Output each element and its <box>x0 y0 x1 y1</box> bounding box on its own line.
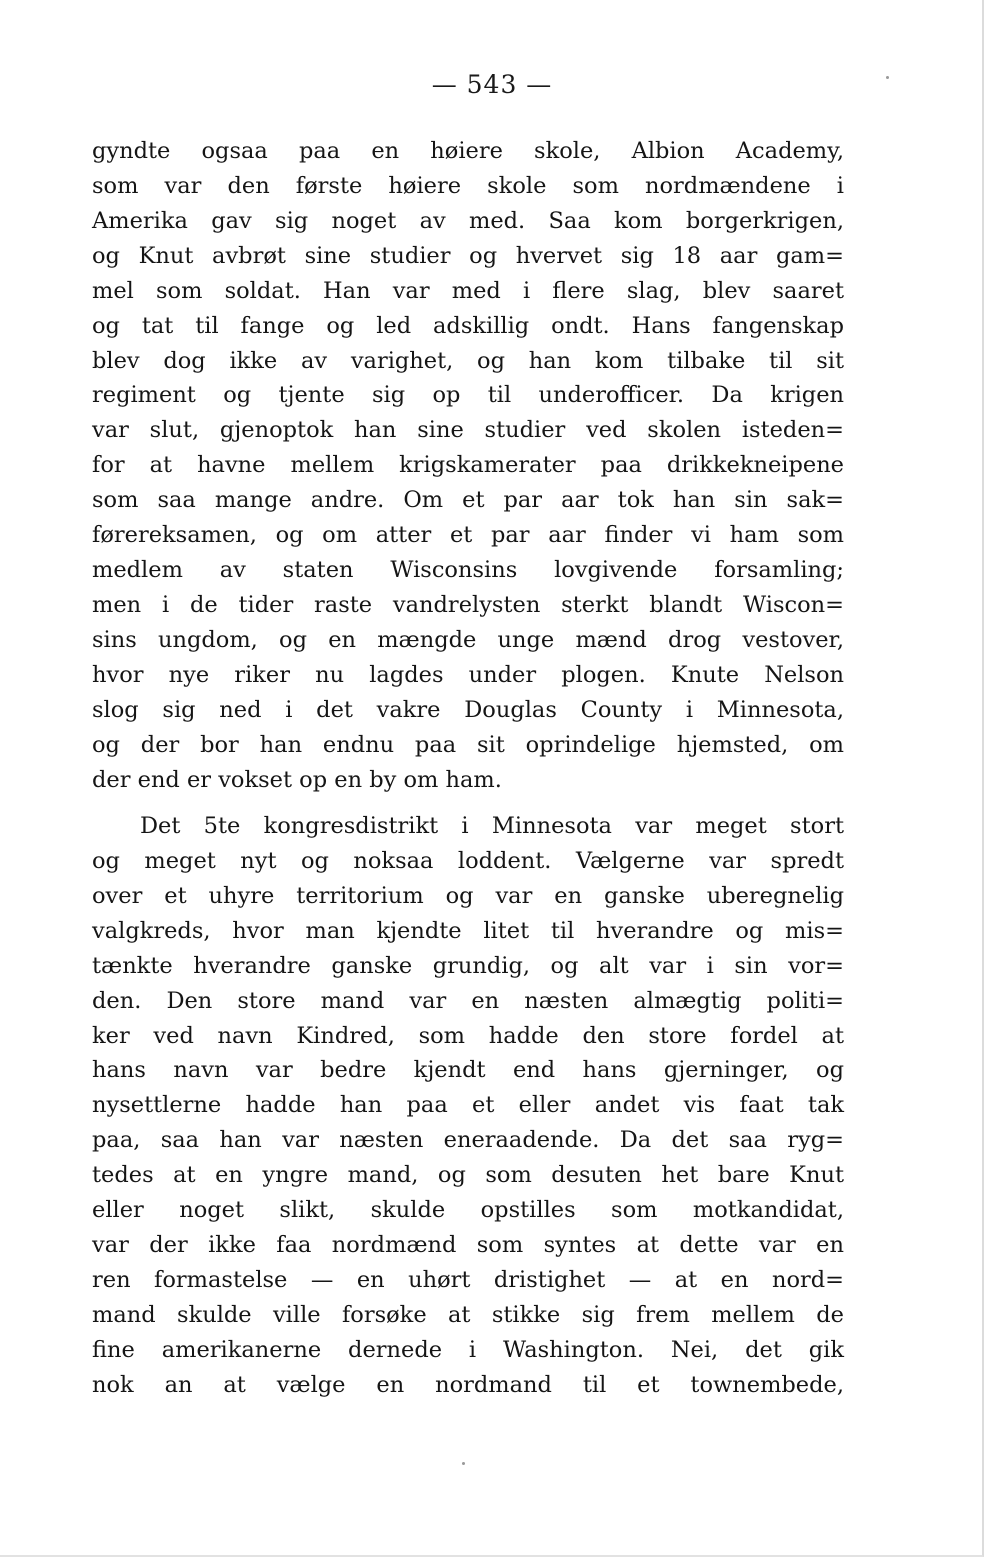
text-line: medlem av staten Wisconsins lovgivende forsamling; <box>92 557 844 584</box>
text-line: nysettlerne hadde han paa et eller andet vis faat tak <box>92 1092 844 1119</box>
text-line: valgkreds, hvor man kjendte litet til hverandre og mis= <box>92 917 844 944</box>
text-line: ker ved navn Kindred, som hadde den store fordel at <box>92 1022 844 1049</box>
text-line: hans navn var bedre kjendt end hans gjerninger, og <box>92 1057 844 1084</box>
text-line: tænkte hverandre ganske grundig, og alt var i sin vor= <box>92 952 844 979</box>
text-line: var slut, gjenoptok han sine studier ved skolen isteden= <box>92 417 844 444</box>
text-line: mand skulde ville forsøke at stikke sig frem mellem de <box>92 1301 844 1328</box>
paper-speck <box>462 1462 465 1465</box>
paragraph-2 <box>92 809 844 1403</box>
text-line: for at havne mellem krigskamerater paa drikkekneipene <box>92 452 844 479</box>
text-line: men i de tider raste vandrelysten sterkt blandt Wiscon= <box>92 591 844 618</box>
paragraph-1 <box>92 134 844 798</box>
text-line: nok an at vælge en nordmand til et townembede, <box>92 1371 844 1398</box>
text-line: hvor nye riker nu lagdes under plogen. Knute Nelson <box>92 661 844 688</box>
text-line: der end er vokset op en by om ham. <box>92 766 502 793</box>
text-line: over et uhyre territorium og var en ganske uberegnelig <box>92 882 844 909</box>
text-line: ren formastelse — en uhørt dristighet — at en nord= <box>92 1266 844 1293</box>
text-line: var der ikke faa nordmænd som syntes at dette var en <box>92 1232 844 1259</box>
text-line: og Knut avbrøt sine studier og hvervet sig 18 aar gam= <box>92 242 844 269</box>
paper-speck <box>886 76 889 79</box>
text-line: den. Den store mand var en næsten almægtig politi= <box>92 987 844 1014</box>
text-line: slog sig ned i det vakre Douglas County i Minnesota, <box>92 696 844 723</box>
text-line: som var den første høiere skole som nordmændene i <box>92 172 844 199</box>
text-line: mel som soldat. Han var med i flere slag, blev saaret <box>92 277 844 304</box>
text-line: eller noget slikt, skulde opstilles som motkandidat, <box>92 1197 844 1224</box>
text-line: fine amerikanerne dernede i Washington. Nei, det gik <box>92 1336 844 1363</box>
text-line: og tat til fange og led adskillig ondt. Hans fangenskap <box>92 312 844 339</box>
text-line: som saa mange andre. Om et par aar tok han sin sak= <box>92 487 844 514</box>
text-line: Amerika gav sig noget av med. Saa kom borgerkrigen, <box>92 207 844 234</box>
text-line: Det 5te kongresdistrikt i Minnesota var meget stort <box>140 813 844 839</box>
page-number: — 543 — <box>431 70 553 99</box>
text-line: tedes at en yngre mand, og som desuten het bare Knut <box>92 1162 844 1189</box>
text-line: gyndte ogsaa paa en høiere skole, Albion Academy, <box>92 138 844 164</box>
text-line: blev dog ikke av varighet, og han kom tilbake til sit <box>92 347 844 374</box>
text-line: regiment og tjente sig op til underofficer. Da krigen <box>92 382 844 409</box>
text-line: paa, saa han var næsten eneraadende. Da det saa ryg= <box>92 1127 844 1154</box>
text-line: sins ungdom, og en mængde unge mænd drog vestover, <box>92 626 844 653</box>
text-line: og der bor han endnu paa sit oprindelige hjemsted, om <box>92 731 844 758</box>
text-line: og meget nyt og noksaa loddent. Vælgerne var spredt <box>92 847 844 874</box>
text-line: førereksamen, og om atter et par aar finder vi ham som <box>92 522 844 549</box>
